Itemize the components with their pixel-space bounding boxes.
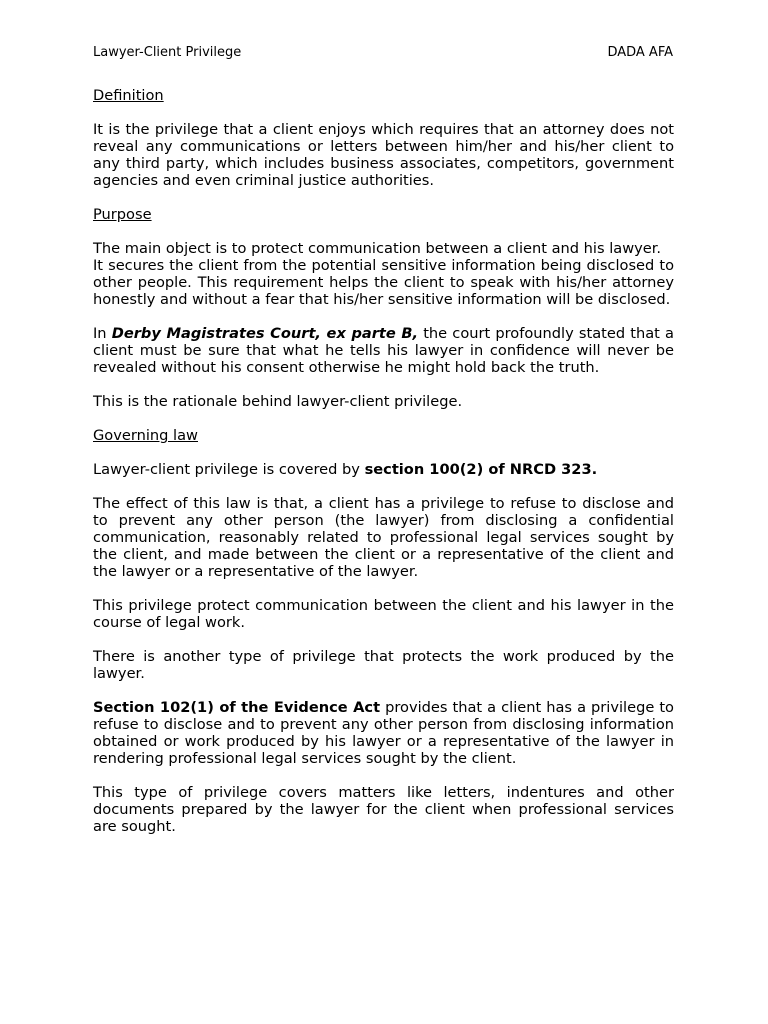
governing-paragraph-1 bbox=[93, 461, 674, 478]
governing-paragraph-5 bbox=[93, 699, 674, 767]
governing-paragraph-2: The effect of this law is that, a client has a privilege to refuse to disclose and to prevent any other person (the lawyer) from disclosing a confidential communication, reasonably related to professional legal services sought by the client, and made between the client or a representative of the client and the lawyer or a representative of the lawyer. bbox=[93, 495, 674, 580]
purpose-paragraph-3: This is the rationale behind lawyer-client privilege. bbox=[93, 393, 463, 410]
purpose-paragraph-2-post: the court profoundly stated that a client must be sure that what he tells his lawyer in confidence will never be revealed without his consent otherwise he might hold back the truth. bbox=[93, 325, 674, 376]
purpose-paragraph-2 bbox=[93, 325, 674, 376]
case-citation: Derby Magistrates Court, ex parte B, bbox=[111, 325, 419, 342]
governing-paragraph-5-rest: provides that a client has a privilege to refuse to disclose and to prevent any other person from disclosing information obtained or work produced by his lawyer or a representative of the lawyer in rendering professional legal services sought by the client. bbox=[93, 699, 674, 767]
governing-paragraph-6: This type of privilege covers matters like letters, indentures and other documents prepared by the lawyer for the client when professional services are sought. bbox=[93, 784, 674, 835]
evidence-act-citation: Section 102(1) of the Evidence Act bbox=[93, 699, 381, 716]
header-title: Lawyer-Client Privilege bbox=[93, 45, 242, 60]
definition-heading: Definition bbox=[93, 87, 164, 104]
document-body bbox=[93, 87, 674, 852]
purpose-paragraph-2-pre: In bbox=[93, 325, 112, 342]
purpose-paragraph-1-line-a: The main object is to protect communication between a client and his lawyer. bbox=[93, 240, 662, 257]
purpose-heading: Purpose bbox=[93, 206, 152, 223]
running-header bbox=[93, 44, 673, 62]
governing-paragraph-1-pre: Lawyer-client privilege is covered by bbox=[93, 461, 365, 478]
governing-law-heading: Governing law bbox=[93, 427, 198, 444]
purpose-paragraph-1-line-b: It secures the client from the potential sensitive information being disclosed to other people. This requirement helps the client to speak with his/her attorney honestly and without a fear that his/her sensitive information will be disclosed. bbox=[93, 257, 674, 308]
header-author: DADA AFA bbox=[607, 45, 673, 60]
purpose-paragraph-1 bbox=[93, 240, 674, 308]
governing-paragraph-4: There is another type of privilege that protects the work produced by the lawyer. bbox=[93, 648, 674, 682]
governing-paragraph-3: This privilege protect communication between the client and his lawyer in the course of legal work. bbox=[93, 597, 674, 631]
definition-paragraph: It is the privilege that a client enjoys which requires that an attorney does not reveal any communications or letters between him/her and his/her client to any third party, which includes business associates, competitors, government agencies and even criminal justice authorities. bbox=[93, 121, 674, 189]
statute-citation: section 100(2) of NRCD 323. bbox=[364, 461, 598, 478]
